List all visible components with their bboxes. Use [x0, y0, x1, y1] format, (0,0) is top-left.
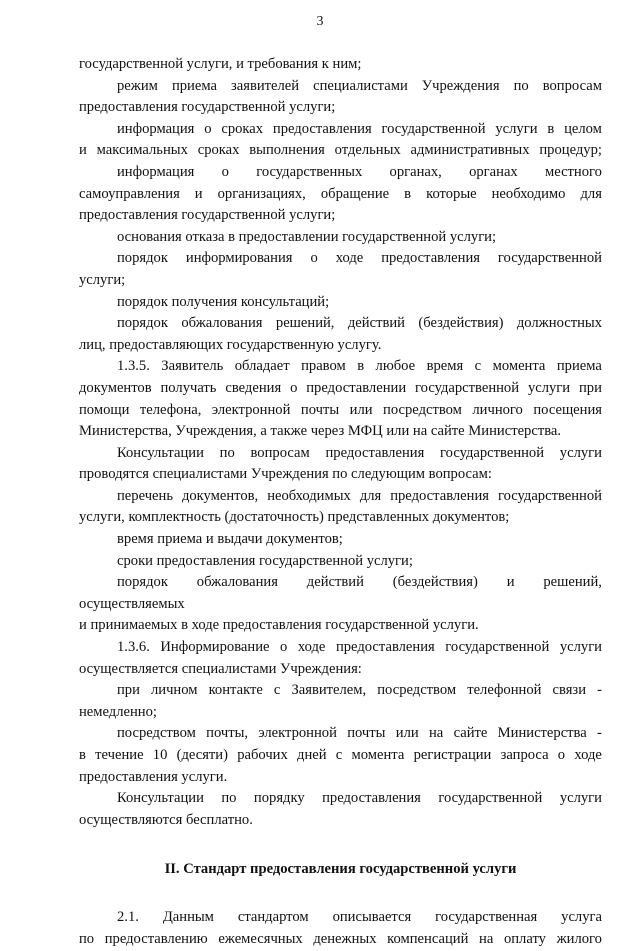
text-line	[79, 907, 602, 929]
word: максимальных	[96, 142, 188, 159]
section-heading: II. Стандарт предоставления государственной услуги	[164, 861, 517, 878]
word: или	[395, 725, 419, 742]
word: по	[219, 444, 235, 461]
word: предоставления	[335, 639, 435, 656]
word: государственной	[381, 120, 486, 137]
word: самоуправления	[79, 185, 180, 202]
paragraph-block	[79, 907, 602, 950]
word: компенсаций	[387, 930, 469, 947]
text-line: и принимаемых в ходе предоставления государственной услуги.	[79, 617, 479, 634]
word: услуги	[495, 120, 538, 137]
word: государственной	[440, 444, 545, 461]
word: местного	[545, 163, 602, 180]
text-line: сроки предоставления государственной услуги;	[117, 552, 413, 569]
text-line	[79, 929, 602, 951]
word: момента	[492, 358, 546, 375]
word: сведения	[225, 379, 282, 396]
word: административных	[410, 142, 530, 159]
word: целом	[564, 120, 602, 137]
word: электронной	[211, 401, 291, 418]
word: (бездействия)	[418, 315, 504, 332]
word: обжалования	[181, 315, 263, 332]
word: -	[597, 725, 602, 742]
word: о	[221, 163, 229, 180]
word: электронной	[258, 725, 337, 742]
word: почты	[347, 725, 386, 742]
word: действий	[347, 315, 405, 332]
word: денежных	[313, 930, 377, 947]
word: 2.1.	[117, 909, 139, 926]
document-body	[79, 54, 602, 951]
word: государственной	[415, 379, 520, 396]
word: личном	[151, 682, 198, 699]
word: посредством	[383, 401, 462, 418]
word: (бездействия)	[392, 574, 478, 591]
word: дней	[297, 747, 327, 763]
word: государственной	[497, 487, 602, 504]
text-line	[79, 572, 602, 594]
word: или	[349, 401, 373, 418]
word: сроках	[221, 120, 264, 137]
word: связи	[552, 682, 587, 699]
word: информирования	[185, 250, 293, 267]
word: в	[79, 747, 86, 763]
word: услуги	[559, 639, 602, 656]
text-line: осуществляемых	[79, 595, 185, 612]
text-line: порядок получения консультаций;	[117, 293, 330, 310]
word: и	[79, 142, 87, 159]
word: время	[426, 358, 464, 375]
text-line	[79, 356, 602, 378]
word: течение	[95, 747, 144, 763]
word: получать	[160, 379, 217, 396]
text-line: осуществляются бесплатно.	[79, 811, 253, 828]
word: при	[117, 682, 140, 699]
text-line: осуществляется специалистами Учреждения:	[79, 660, 362, 677]
word: Консультации	[117, 444, 204, 461]
word: органах,	[389, 163, 442, 180]
word: в	[404, 185, 412, 202]
word: с	[335, 747, 343, 763]
word: в	[357, 358, 365, 375]
word: рабочих	[237, 747, 288, 763]
word: необходимо	[491, 185, 566, 202]
word: организациях,	[217, 185, 306, 202]
word: для	[359, 487, 382, 504]
word: ходе	[335, 250, 364, 267]
word: помощи	[79, 401, 130, 418]
word: о	[310, 250, 318, 267]
word: государственной	[497, 250, 602, 267]
text-line: предоставления услуги.	[79, 768, 228, 785]
page-number: 3	[316, 14, 324, 29]
word: 1.3.6.	[117, 639, 150, 656]
word: услуги	[559, 790, 602, 807]
word: государственной	[438, 790, 543, 807]
word: Консультации	[117, 790, 204, 807]
word: и	[506, 574, 515, 591]
text-line	[79, 184, 602, 206]
word: ходе	[574, 747, 602, 763]
word: услуги	[559, 444, 602, 461]
text-line	[79, 723, 602, 745]
word: отдельных	[334, 142, 401, 159]
word: посредством	[377, 682, 457, 699]
text-line	[79, 140, 602, 162]
word: Заявителем,	[291, 682, 367, 699]
word: информация	[117, 120, 195, 137]
word: должностных	[516, 315, 602, 332]
word: перечень	[117, 487, 173, 504]
word: Министерства	[497, 725, 587, 742]
text-line: проводятся специалистами Учреждения по следующим вопросам:	[79, 466, 492, 483]
word: услуга	[561, 909, 602, 926]
word: предоставления	[325, 444, 425, 461]
word: -	[597, 682, 602, 699]
word: информация	[117, 163, 195, 180]
word: которые	[426, 185, 477, 202]
word: порядок	[117, 250, 168, 267]
text-line: время приема и выдачи документов;	[117, 531, 343, 548]
word: в	[547, 120, 555, 137]
word: посредством	[117, 725, 196, 742]
word: действий	[306, 574, 364, 591]
word: выполнения	[249, 142, 325, 159]
text-line	[79, 400, 602, 422]
text-line: услуги;	[79, 271, 126, 288]
word: обращение	[320, 185, 390, 202]
word: о	[557, 747, 566, 763]
word: по	[221, 790, 237, 807]
text-line: основания отказа в предоставлении государственной услуги;	[117, 228, 497, 245]
text-line	[79, 745, 602, 767]
word: необходимых	[267, 487, 351, 504]
word: Заявитель	[161, 358, 224, 375]
word: жилого	[556, 930, 602, 947]
word: государственной	[445, 639, 550, 656]
word: специалистами	[313, 77, 408, 94]
text-line	[79, 680, 602, 702]
word: телефона,	[139, 401, 202, 418]
word: посещения	[533, 401, 602, 418]
word: порядок	[117, 315, 168, 332]
word: и	[194, 185, 203, 202]
word: предоставления	[272, 120, 372, 137]
text-line	[79, 119, 602, 141]
text-line	[79, 76, 602, 98]
word: предоставления	[322, 790, 421, 807]
word: о	[204, 120, 212, 137]
word: предоставлении	[306, 379, 407, 396]
text-line	[79, 486, 602, 508]
text-line	[79, 313, 602, 335]
word: при	[578, 379, 602, 396]
word: по	[513, 77, 529, 94]
text-line: предоставления государственной услуги;	[79, 99, 336, 116]
paragraph-block	[79, 54, 602, 831]
spacer	[79, 831, 602, 858]
word: режим	[117, 77, 158, 94]
word: запроса	[500, 747, 549, 763]
word: Учреждения	[421, 77, 500, 94]
word: решений,	[543, 574, 602, 591]
word: обжалования	[196, 574, 278, 591]
word: с	[474, 358, 482, 375]
word: 10	[152, 747, 168, 763]
word: на	[479, 930, 494, 947]
word: вопросам	[542, 77, 602, 94]
word: заявителей	[230, 77, 300, 94]
word: по	[79, 930, 95, 947]
word: о	[290, 379, 298, 396]
word: предоставлению	[104, 930, 208, 947]
word: Данным	[162, 909, 214, 926]
word: оплату	[503, 930, 546, 947]
word: с	[273, 682, 281, 699]
word: стандартом	[237, 909, 309, 926]
word: почты,	[206, 725, 249, 742]
word: описывается	[332, 909, 412, 926]
word: (десяти)	[176, 747, 228, 763]
word: вопросам	[250, 444, 310, 461]
word: контакте	[208, 682, 263, 699]
word: о	[280, 639, 288, 656]
word: порядок	[117, 574, 168, 591]
word: Информирование	[160, 639, 270, 656]
word: приема	[556, 358, 602, 375]
word: предоставления	[390, 487, 489, 504]
word: 1.3.5.	[117, 358, 150, 375]
word: ходе	[297, 639, 326, 656]
word: для	[580, 185, 602, 202]
word: телефонной	[467, 682, 542, 699]
word: приема	[171, 77, 217, 94]
word: момента	[351, 747, 405, 763]
word: порядку	[253, 790, 305, 807]
text-line	[79, 378, 602, 400]
word: сроках	[197, 142, 240, 159]
text-line: предоставления государственной услуги;	[79, 207, 336, 224]
word: решений,	[275, 315, 335, 332]
text-line: немедленно;	[79, 703, 157, 720]
word: государственных	[256, 163, 363, 180]
word: органах	[469, 163, 518, 180]
text-line	[79, 788, 602, 810]
text-line	[79, 443, 602, 465]
word: правом	[301, 358, 346, 375]
word: обладает	[234, 358, 290, 375]
text-line: Министерства, Учреждения, а также через МФЦ или на сайте Министерства.	[79, 423, 562, 440]
text-line: услуги, комплектность (достаточность) представленных документов;	[79, 509, 510, 526]
word: услуги	[527, 379, 571, 396]
word: регистрации	[413, 747, 492, 763]
spacer	[79, 880, 602, 907]
word: личного	[472, 401, 523, 418]
text-line	[79, 248, 602, 270]
text-line	[79, 637, 602, 659]
word: документов,	[181, 487, 259, 504]
word: предоставления	[381, 250, 480, 267]
word: любое	[375, 358, 416, 375]
word: государственная	[435, 909, 538, 926]
word: сайте	[453, 725, 488, 742]
text-line	[79, 162, 602, 184]
word: почты	[300, 401, 340, 418]
text-line: государственной услуги, и требования к ним;	[79, 56, 362, 72]
text-line: лиц, предоставляющих государственную услугу.	[79, 336, 382, 353]
word: документов	[79, 379, 152, 396]
word: процедур;	[539, 142, 602, 159]
word: на	[428, 725, 444, 742]
word: ежемесячных	[218, 930, 303, 947]
